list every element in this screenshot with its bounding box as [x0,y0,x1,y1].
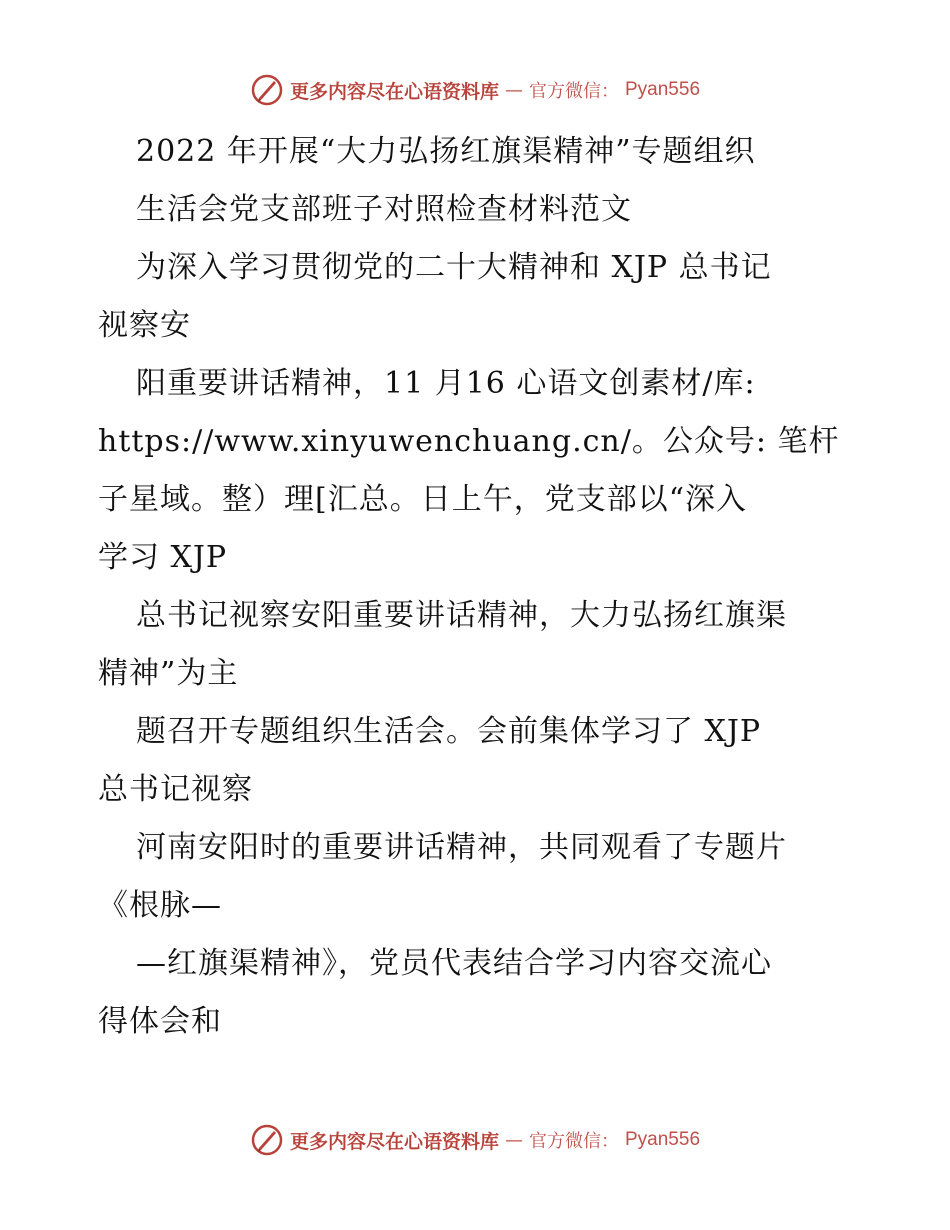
title-line-2: 生活会党支部班子对照检查材料范文 [136,192,632,227]
title-line-1: 2022 年开展“大力弘扬红旗渠精神”专题组织 [136,134,756,169]
paragraph-line: 《根脉— [98,888,222,923]
paragraph-line: 视察安 [98,308,191,343]
banner-dash: — [505,1129,523,1151]
paragraph-line: https://www.xinyuwenchuang.cn/。公众号: 笔杆 [98,424,840,459]
paragraph-line: 河南安阳时的重要讲话精神，共同观看了专题片 [136,830,787,865]
quill-pen-logo-icon [250,73,284,107]
footer-banner [0,1120,950,1160]
paragraph-line: 精神”为主 [98,656,239,691]
document-body [98,123,858,1051]
paragraph-line: 阳重要讲话精神，11 月16 心语文创素材/库: [136,366,756,401]
site-name: 更多内容尽在心语资料库 [289,1130,499,1153]
wechat-label: 官方微信： [529,81,619,102]
wechat-id: Pyan556 [625,1129,701,1150]
header-banner [0,70,950,110]
paragraph-line: 学习 XJP [98,540,228,575]
paragraph-line: 子星域。整）理[汇总。日上午，党支部以“深入 [98,482,748,517]
banner-dash: — [505,79,523,101]
wechat-id: Pyan556 [625,79,701,100]
wechat-label: 官方微信： [529,1131,619,1152]
quill-pen-logo-icon [250,1123,284,1157]
paragraph-line: 总书记视察 [98,772,253,807]
paragraph-line: 为深入学习贯彻党的二十大精神和 XJP 总书记 [136,250,772,285]
site-name: 更多内容尽在心语资料库 [289,80,499,103]
paragraph-line: 题召开专题组织生活会。会前集体学习了 XJP [136,714,762,749]
paragraph-line: 总书记视察安阳重要讲话精神，大力弘扬红旗渠 [136,598,787,633]
paragraph-line: —红旗渠精神》，党员代表结合学习内容交流心 [136,946,772,981]
paragraph-line: 得体会和 [98,1004,222,1039]
